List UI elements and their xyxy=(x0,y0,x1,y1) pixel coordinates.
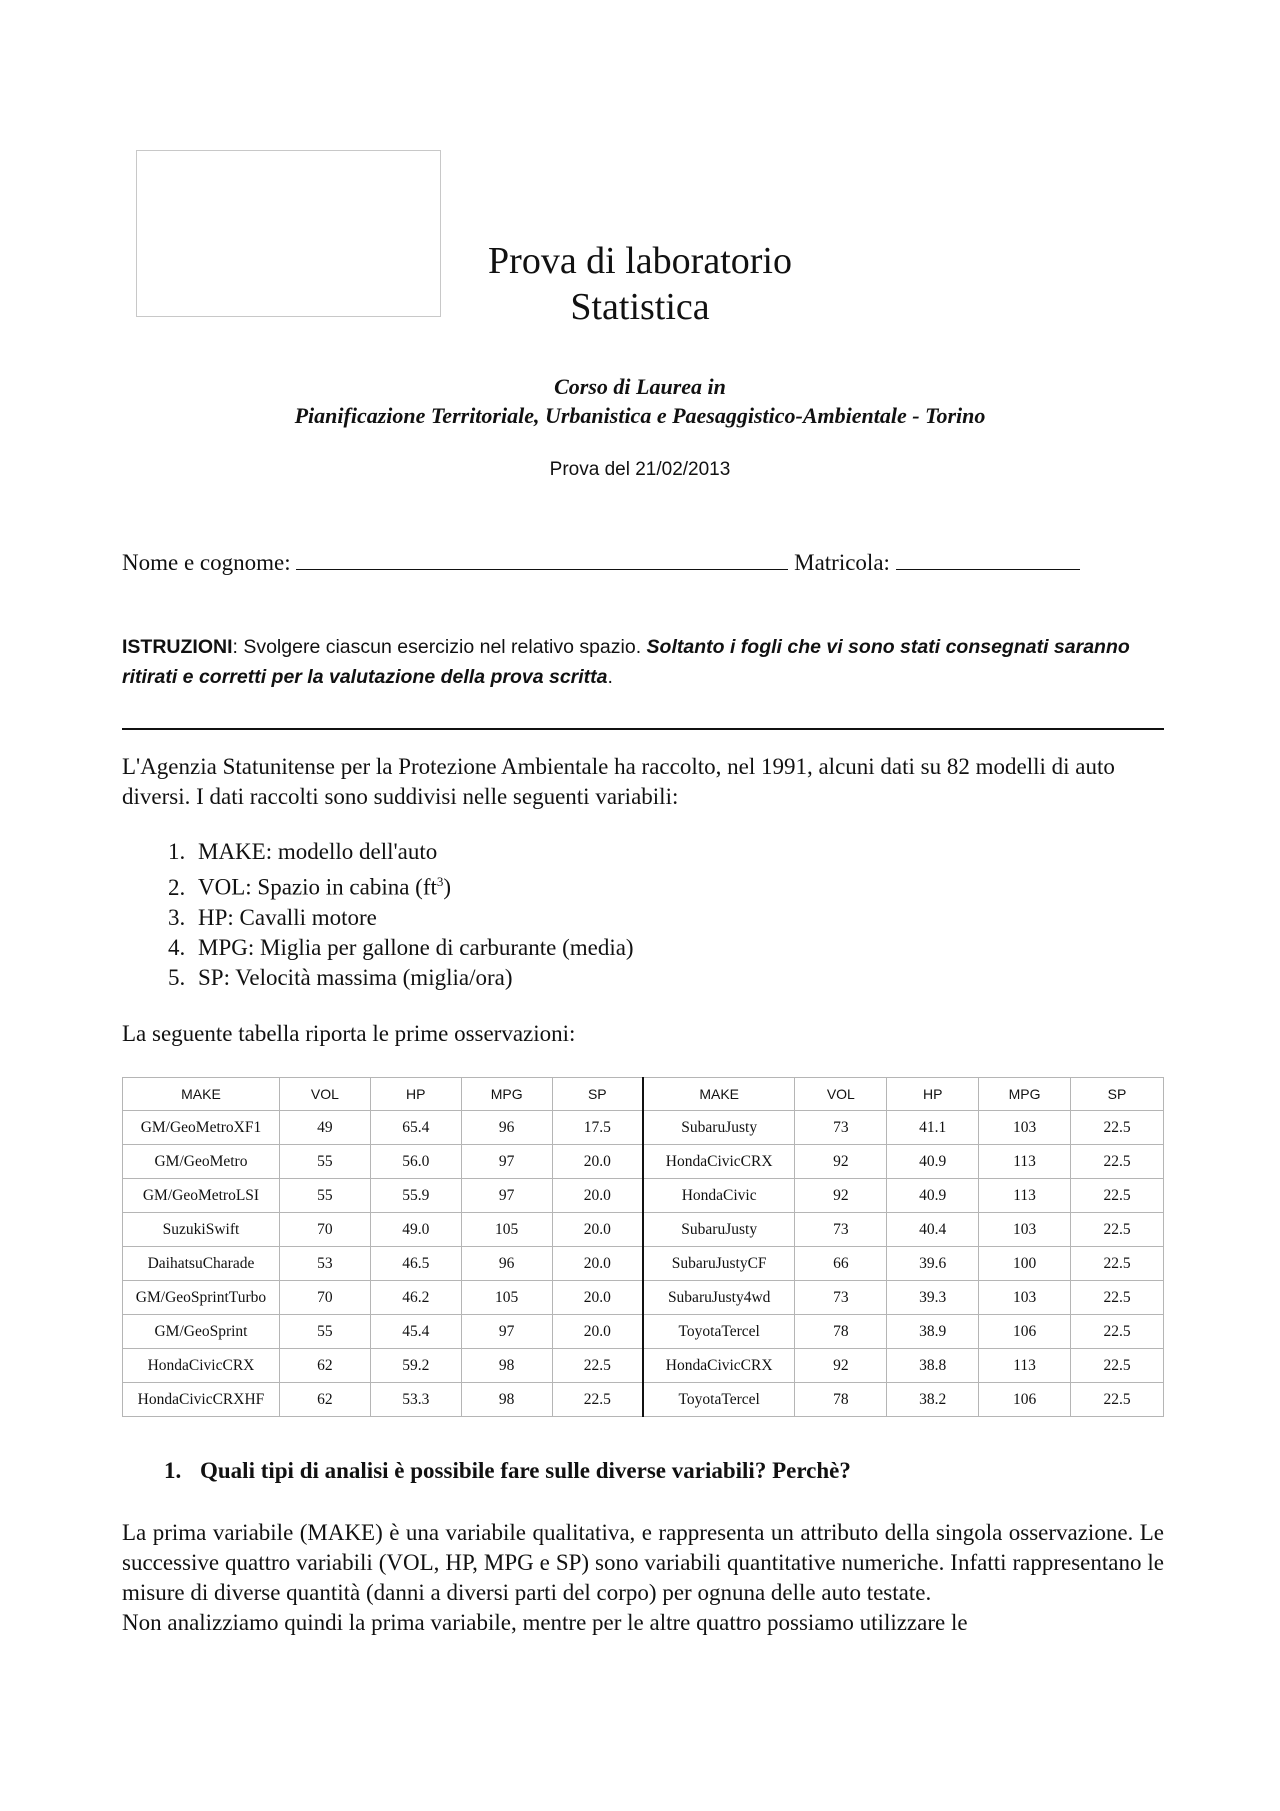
course-name: Pianificazione Territoriale, Urbanistica e Paesaggistico-Ambientale - Torino xyxy=(294,403,986,428)
table-cell: 22.5 xyxy=(1071,1145,1164,1179)
table-cell: 39.3 xyxy=(887,1281,979,1315)
table-cell: 22.5 xyxy=(1071,1247,1164,1281)
intro-paragraph: L'Agenzia Statunitense per la Protezione Ambientale ha raccolto, nel 1991, alcuni dati su 82 modelli di auto diversi. I dati raccolti sono suddivisi nelle seguenti variabili: xyxy=(122,754,1115,809)
table-cell: 62 xyxy=(279,1383,370,1417)
table-cell: 49 xyxy=(279,1111,370,1145)
table-cell: ToyotaTercel xyxy=(643,1315,795,1349)
table-cell: SubaruJusty xyxy=(643,1111,795,1145)
student-fields xyxy=(122,547,1080,576)
table-cell: 92 xyxy=(795,1179,887,1213)
table-cell: GM/GeoSprint xyxy=(123,1315,280,1349)
table-cell: SubaruJusty xyxy=(643,1213,795,1247)
table-cell: 105 xyxy=(461,1281,552,1315)
table-row xyxy=(123,1111,1164,1145)
answer-1 xyxy=(122,1518,1164,1638)
table-cell: 96 xyxy=(461,1247,552,1281)
table-cell: 70 xyxy=(279,1281,370,1315)
list-item: 3. HP: Cavalli motore xyxy=(168,904,377,930)
list-item: 5. SP: Velocità massima (miglia/ora) xyxy=(168,964,513,990)
table-cell: 22.5 xyxy=(552,1349,643,1383)
logo-placeholder xyxy=(136,150,441,317)
table-cell: 20.0 xyxy=(552,1145,643,1179)
table-cell: 40.9 xyxy=(887,1145,979,1179)
table-cell: HondaCivicCRX xyxy=(123,1349,280,1383)
table-cell: 22.5 xyxy=(552,1383,643,1417)
table-cell: 73 xyxy=(795,1111,887,1145)
table-cell: 113 xyxy=(979,1179,1071,1213)
answer-paragraph: La prima variabile (MAKE) è una variabile qualitativa, e rappresenta un attributo della singola osservazione. Le successive quattro variabili (VOL, HP, MPG e SP) sono variabili quantitative numeriche. Infatti rappresentano le misure di diverse quantità (danni a diversi parti del corpo) per ognuna delle auto testate. xyxy=(122,1520,1164,1605)
name-field[interactable] xyxy=(296,547,788,570)
table-cell: GM/GeoMetroXF1 xyxy=(123,1111,280,1145)
table-cell: 45.4 xyxy=(370,1315,461,1349)
table-cell: 59.2 xyxy=(370,1349,461,1383)
variable-list xyxy=(168,837,634,993)
table-cell: SubaruJustyCF xyxy=(643,1247,795,1281)
table-cell: DaihatsuCharade xyxy=(123,1247,280,1281)
table-cell: 73 xyxy=(795,1213,887,1247)
table-header-cell: HP xyxy=(370,1078,461,1111)
table-row xyxy=(123,1281,1164,1315)
table-cell: 41.1 xyxy=(887,1111,979,1145)
table-header-cell: VOL xyxy=(795,1078,887,1111)
table-header-cell: MAKE xyxy=(123,1078,280,1111)
data-table xyxy=(122,1077,1164,1417)
table-cell: GM/GeoMetro xyxy=(123,1145,280,1179)
table-cell: 20.0 xyxy=(552,1179,643,1213)
table-cell: 113 xyxy=(979,1349,1071,1383)
matricola-label: Matricola: xyxy=(794,550,890,575)
table-cell: 106 xyxy=(979,1315,1071,1349)
table-header-cell: SP xyxy=(1071,1078,1164,1111)
table-cell: 66 xyxy=(795,1247,887,1281)
name-label: Nome e cognome: xyxy=(122,550,291,575)
table-cell: 97 xyxy=(461,1145,552,1179)
table-header-cell: MPG xyxy=(979,1078,1071,1111)
table-row xyxy=(123,1213,1164,1247)
table-cell: 46.5 xyxy=(370,1247,461,1281)
table-cell: 78 xyxy=(795,1315,887,1349)
page-subtitle: Statistica xyxy=(570,286,710,328)
divider xyxy=(122,728,1164,730)
table-cell: 22.5 xyxy=(1071,1315,1164,1349)
table-cell: 70 xyxy=(279,1213,370,1247)
table-cell: 92 xyxy=(795,1145,887,1179)
list-item: 2. VOL: Spazio in cabina $(ft^3)$ xyxy=(168,874,452,900)
table-cell: 49.0 xyxy=(370,1213,461,1247)
table-cell: 55.9 xyxy=(370,1179,461,1213)
table-cell: 97 xyxy=(461,1179,552,1213)
table-cell: 55 xyxy=(279,1179,370,1213)
table-cell: 17.5 xyxy=(552,1111,643,1145)
table-row xyxy=(123,1349,1164,1383)
table-cell: 20.0 xyxy=(552,1213,643,1247)
table-cell: 22.5 xyxy=(1071,1179,1164,1213)
table-cell: 92 xyxy=(795,1349,887,1383)
instructions-end: . xyxy=(607,666,613,688)
table-cell: 103 xyxy=(979,1281,1071,1315)
table-cell: 40.4 xyxy=(887,1213,979,1247)
table-header-cell: VOL xyxy=(279,1078,370,1111)
table-header-cell: MAKE xyxy=(643,1078,795,1111)
table-cell: 20.0 xyxy=(552,1281,643,1315)
table-cell: 106 xyxy=(979,1383,1071,1417)
exam-date: Prova del 21/02/2013 xyxy=(549,459,731,480)
table-cell: SubaruJusty4wd xyxy=(643,1281,795,1315)
table-row xyxy=(123,1145,1164,1179)
table-row xyxy=(123,1247,1164,1281)
table-cell: 62 xyxy=(279,1349,370,1383)
table-cell: 20.0 xyxy=(552,1315,643,1349)
table-cell: 105 xyxy=(461,1213,552,1247)
table-cell: 113 xyxy=(979,1145,1071,1179)
table-cell: 38.2 xyxy=(887,1383,979,1417)
table-cell: 65.4 xyxy=(370,1111,461,1145)
instructions-emphasis: Soltanto i fogli che vi sono stati consegnati saranno ritirati e corretti per la valutazione della prova scritta xyxy=(122,636,1130,688)
instructions-label: ISTRUZIONI xyxy=(122,636,233,658)
table-cell: GM/GeoSprintTurbo xyxy=(123,1281,280,1315)
table-cell: HondaCivic xyxy=(643,1179,795,1213)
table-cell: 103 xyxy=(979,1213,1071,1247)
list-item: 1. MAKE: modello dell'auto xyxy=(168,839,438,864)
table-header-row xyxy=(123,1078,1164,1111)
table-cell: HondaCivicCRX xyxy=(643,1145,795,1179)
table-cell: SuzukiSwift xyxy=(123,1213,280,1247)
table-cell: 22.5 xyxy=(1071,1281,1164,1315)
table-header-cell: MPG xyxy=(461,1078,552,1111)
table-cell: 55 xyxy=(279,1145,370,1179)
table-cell: 96 xyxy=(461,1111,552,1145)
table-cell: HondaCivicCRX xyxy=(643,1349,795,1383)
table-cell: 73 xyxy=(795,1281,887,1315)
table-cell: 46.2 xyxy=(370,1281,461,1315)
table-row xyxy=(123,1315,1164,1349)
table-cell: 100 xyxy=(979,1247,1071,1281)
table-cell: 38.8 xyxy=(887,1349,979,1383)
table-cell: 98 xyxy=(461,1349,552,1383)
table-row xyxy=(123,1179,1164,1213)
table-cell: 55 xyxy=(279,1315,370,1349)
table-cell: 53.3 xyxy=(370,1383,461,1417)
table-header-cell: SP xyxy=(552,1078,643,1111)
list-item: 4. MPG: Miglia per gallone di carburante (media) xyxy=(168,934,634,960)
course-label: Corso di Laurea in xyxy=(554,374,726,399)
table-intro: La seguente tabella riporta le prime osservazioni: xyxy=(122,1021,576,1046)
table-cell: 56.0 xyxy=(370,1145,461,1179)
table-cell: 22.5 xyxy=(1071,1111,1164,1145)
table-cell: 97 xyxy=(461,1315,552,1349)
table-cell: 22.5 xyxy=(1071,1383,1164,1417)
table-cell: 40.9 xyxy=(887,1179,979,1213)
matricola-field[interactable] xyxy=(896,547,1080,570)
table-cell: HondaCivicCRXHF xyxy=(123,1383,280,1417)
table-cell: 103 xyxy=(979,1111,1071,1145)
answer-paragraph: Non analizziamo quindi la prima variabile, mentre per le altre quattro possiamo utilizzare le xyxy=(122,1610,968,1635)
table-cell: 22.5 xyxy=(1071,1349,1164,1383)
instructions xyxy=(122,632,1162,692)
table-cell: GM/GeoMetroLSI xyxy=(123,1179,280,1213)
table-cell: 20.0 xyxy=(552,1247,643,1281)
instructions-text: : Svolgere ciascun esercizio nel relativo spazio. xyxy=(232,636,647,658)
table-cell: 22.5 xyxy=(1071,1213,1164,1247)
table-cell: 98 xyxy=(461,1383,552,1417)
page-title: Prova di laboratorio xyxy=(488,240,792,282)
table-body xyxy=(123,1111,1164,1417)
table-cell: 39.6 xyxy=(887,1247,979,1281)
table-cell: 78 xyxy=(795,1383,887,1417)
table-cell: 38.9 xyxy=(887,1315,979,1349)
table-cell: 53 xyxy=(279,1247,370,1281)
question-1: 1. Quali tipi di analisi è possibile fare sulle diverse variabili? Perchè? xyxy=(164,1458,851,1483)
table-header-cell: HP xyxy=(887,1078,979,1111)
table-row xyxy=(123,1383,1164,1417)
table-cell: ToyotaTercel xyxy=(643,1383,795,1417)
